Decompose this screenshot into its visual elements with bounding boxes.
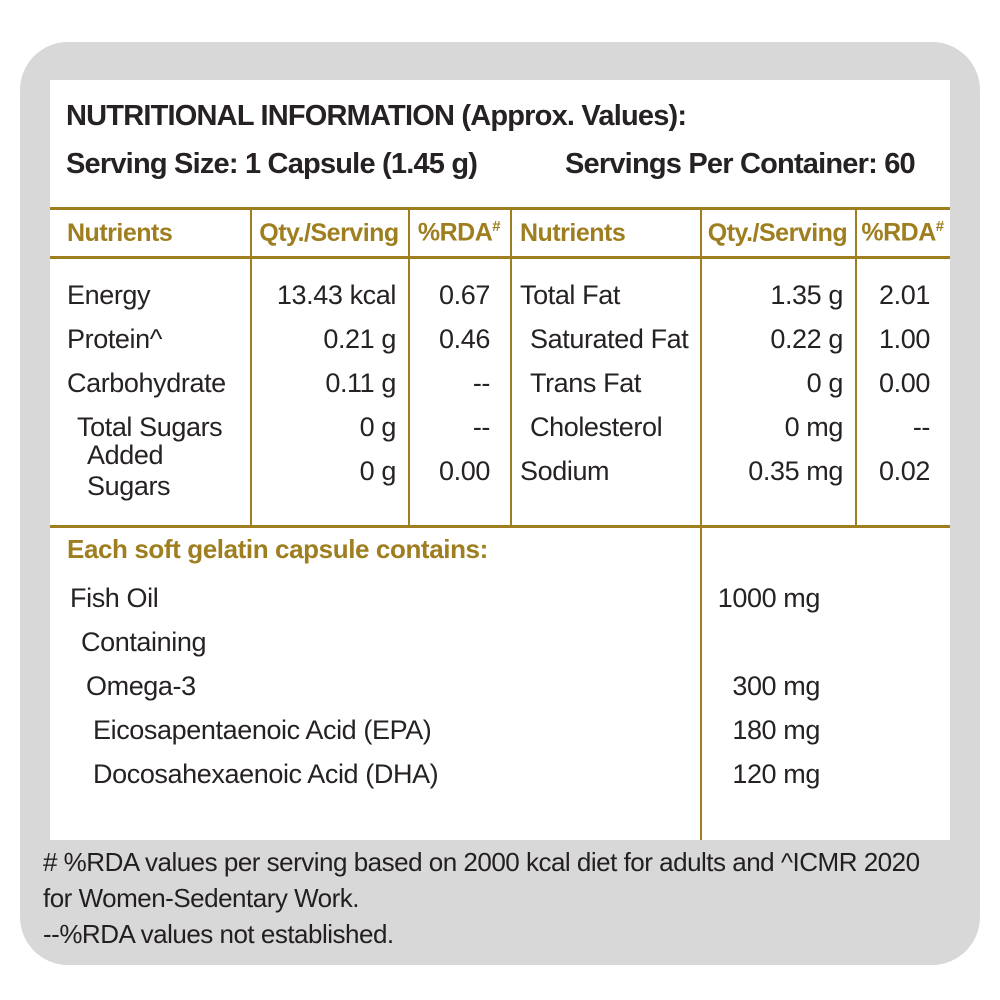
footnotes — [43, 844, 958, 952]
serving-row — [66, 148, 936, 181]
label-panel — [20, 42, 980, 965]
nutrient-qty: 0 g — [359, 411, 396, 442]
nutrient-qty: 1.35 g — [770, 279, 843, 310]
ingredient-name: Containing — [81, 626, 207, 657]
table-bottom-rule — [50, 525, 950, 528]
nutrient-name: Added Sugars — [87, 440, 171, 501]
composition-item — [50, 708, 950, 752]
serving-size: Serving Size: 1 Capsule (1.45 g) — [66, 148, 478, 180]
col-header-nutrients-right: Nutrients — [520, 218, 626, 247]
col-header-qty-left: Qty./Serving — [259, 218, 399, 247]
ingredient-amount: 1000 mg — [717, 582, 820, 613]
col-header-nutrients-left: Nutrients — [67, 218, 173, 247]
nutrient-qty: 0.22 g — [770, 323, 843, 354]
nutrient-name: Energy — [67, 279, 151, 310]
footnote-rda-basis-line2: for Women-Sedentary Work. — [43, 883, 359, 913]
footnote-rda-not-established: --%RDA values not established. — [43, 919, 394, 949]
nutrient-rda: 1.00 — [879, 323, 930, 354]
rda-label: %RDA — [861, 218, 936, 247]
rda-label: %RDA — [417, 218, 493, 247]
composition-item — [50, 576, 950, 620]
ingredient-name: Omega-3 — [86, 670, 196, 701]
table-row — [50, 440, 950, 501]
nutrient-name: Cholesterol — [530, 411, 663, 442]
table-header-row — [50, 210, 950, 256]
nutrient-rda: 0.00 — [879, 367, 930, 398]
nutrient-qty: 0 mg — [784, 411, 843, 442]
nutrient-rda: 0.46 — [439, 323, 490, 354]
nutrient-qty: 13.43 kcal — [276, 279, 396, 310]
nutrition-title: NUTRITIONAL INFORMATION (Approx. Values): — [66, 100, 687, 132]
servings-per-container: Servings Per Container: 60 — [565, 148, 915, 180]
composition-item — [50, 752, 950, 796]
nutrient-name: Sodium — [520, 455, 610, 486]
footnote-rda-basis-line1: # %RDA values per serving based on 2000 kcal diet for adults and ^ICMR 2020 — [43, 847, 920, 877]
nutrient-qty: 0.35 mg — [748, 455, 843, 486]
rda-superscript: # — [492, 218, 501, 236]
composition-list — [50, 576, 950, 796]
ingredient-name: Docosahexaenoic Acid (DHA) — [93, 758, 439, 789]
nutrient-qty: 0 g — [359, 455, 396, 486]
table-row — [50, 273, 950, 317]
table-row — [50, 361, 950, 405]
nutrition-card — [50, 80, 950, 840]
table-row — [50, 317, 950, 361]
nutrient-rda: -- — [912, 411, 930, 442]
nutrient-name: Total Sugars — [77, 411, 223, 442]
nutrient-name: Protein^ — [67, 323, 163, 354]
table-body — [50, 259, 950, 501]
composition-heading: Each soft gelatin capsule contains: — [67, 534, 488, 564]
nutrient-rda: 0.00 — [439, 455, 490, 486]
col-header-rda-right — [855, 218, 950, 247]
ingredient-name: Fish Oil — [70, 582, 159, 613]
nutrient-name: Carbohydrate — [67, 367, 226, 398]
rda-superscript: # — [935, 218, 944, 236]
nutrient-qty: 0 g — [806, 367, 843, 398]
composition-item — [50, 664, 950, 708]
nutrient-rda: -- — [472, 411, 490, 442]
nutrient-name: Trans Fat — [530, 367, 641, 398]
nutrient-rda: 0.67 — [439, 279, 490, 310]
nutrient-qty: 0.11 g — [325, 367, 396, 398]
ingredient-name: Eicosapentaenoic Acid (EPA) — [93, 714, 432, 745]
nutrient-rda: 0.02 — [879, 455, 930, 486]
composition-item — [50, 620, 950, 664]
nutrient-qty: 0.21 g — [323, 323, 396, 354]
ingredient-amount: 120 mg — [732, 758, 820, 789]
nutrient-rda: 2.01 — [879, 279, 930, 310]
col-header-rda-left — [408, 218, 510, 247]
nutrient-rda: -- — [472, 367, 490, 398]
col-header-qty-right: Qty./Serving — [707, 218, 848, 247]
nutrient-name: Total Fat — [520, 279, 620, 310]
ingredient-amount: 300 mg — [732, 670, 820, 701]
ingredient-amount: 180 mg — [732, 714, 820, 745]
nutrient-name: Saturated Fat — [530, 323, 689, 354]
